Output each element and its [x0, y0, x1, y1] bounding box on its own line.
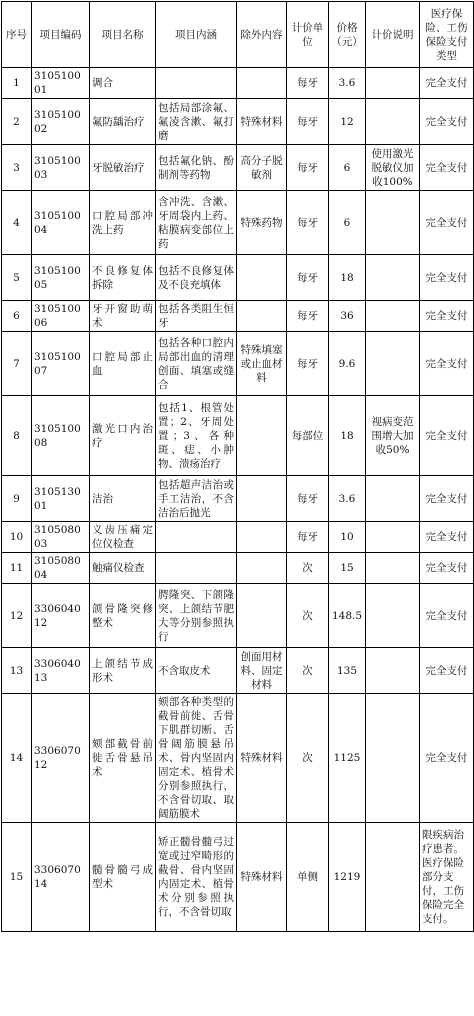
cell-name: 触痛仪检查 — [90, 553, 156, 584]
cell-unit: 每牙 — [287, 332, 329, 396]
cell-code: 310510003 — [32, 145, 90, 191]
cell-seq: 12 — [2, 584, 32, 648]
cell-price: 36 — [329, 301, 366, 332]
table-row — [2, 191, 474, 255]
cell-content: 包括1、根管处置；2、牙周处置；3、各种斑、痣、小肿物、溃疡治疗 — [156, 396, 237, 476]
cell-code: 330607014 — [32, 823, 90, 932]
cell-insurance: 完全支付 — [420, 191, 474, 255]
cell-code: 310510004 — [32, 191, 90, 255]
cell-content — [156, 522, 237, 553]
cell-note — [366, 99, 420, 145]
header-code: 项目编码 — [32, 2, 90, 68]
cell-excluded: 创面用材料、固定材料 — [237, 648, 287, 694]
cell-excluded — [237, 255, 287, 301]
cell-name: 牙开窗助萌术 — [90, 301, 156, 332]
cell-price: 3.6 — [329, 68, 366, 99]
cell-name: 不良修复体拆除 — [90, 255, 156, 301]
cell-insurance: 限疾病治疗患者。医疗保险部分支付，工伤保险完全支付。 — [420, 823, 474, 932]
cell-seq: 5 — [2, 255, 32, 301]
cell-content: 包括局部涂氟、氟凌含漱、氟打磨 — [156, 99, 237, 145]
cell-content: 包括各类阻生恒牙 — [156, 301, 237, 332]
cell-note — [366, 476, 420, 522]
price-table — [1, 1, 474, 932]
cell-code: 330607012 — [32, 694, 90, 823]
cell-name: 颏部截骨前徙舌骨悬吊术 — [90, 694, 156, 823]
cell-content: 腭隆突、下颌隆突、上颌结节肥大等分别参照执行 — [156, 584, 237, 648]
header-content: 项目内涵 — [156, 2, 237, 68]
cell-name: 牙脱敏治疗 — [90, 145, 156, 191]
cell-price: 6 — [329, 145, 366, 191]
cell-name: 口腔局部冲洗上药 — [90, 191, 156, 255]
cell-seq: 13 — [2, 648, 32, 694]
table-row — [2, 694, 474, 823]
cell-unit: 每牙 — [287, 522, 329, 553]
table-row — [2, 332, 474, 396]
cell-seq: 8 — [2, 396, 32, 476]
cell-note — [366, 648, 420, 694]
cell-unit: 每部位 — [287, 396, 329, 476]
cell-content — [156, 68, 237, 99]
cell-insurance: 完全支付 — [420, 522, 474, 553]
cell-insurance: 完全支付 — [420, 301, 474, 332]
table-row — [2, 522, 474, 553]
cell-name: 激光口内治疗 — [90, 396, 156, 476]
cell-unit: 每牙 — [287, 301, 329, 332]
cell-excluded — [237, 522, 287, 553]
cell-note — [366, 694, 420, 823]
cell-code: 310508003 — [32, 522, 90, 553]
cell-unit: 次 — [287, 648, 329, 694]
cell-note — [366, 332, 420, 396]
cell-excluded: 特殊材料 — [237, 99, 287, 145]
cell-excluded — [237, 553, 287, 584]
cell-insurance: 完全支付 — [420, 648, 474, 694]
header-note: 计价说明 — [366, 2, 420, 68]
cell-unit: 次 — [287, 584, 329, 648]
table-row — [2, 823, 474, 932]
cell-excluded — [237, 396, 287, 476]
header-excluded: 除外内容 — [237, 2, 287, 68]
cell-price: 18 — [329, 396, 366, 476]
cell-insurance: 完全支付 — [420, 255, 474, 301]
header-row — [2, 2, 474, 68]
cell-content: 包括各种口腔内局部出血的清理创面、填塞或缝合 — [156, 332, 237, 396]
cell-unit: 每牙 — [287, 476, 329, 522]
cell-seq: 4 — [2, 191, 32, 255]
cell-seq: 14 — [2, 694, 32, 823]
cell-unit: 次 — [287, 694, 329, 823]
cell-insurance: 完全支付 — [420, 396, 474, 476]
cell-code: 330604013 — [32, 648, 90, 694]
table-row — [2, 255, 474, 301]
cell-unit: 每牙 — [287, 68, 329, 99]
cell-unit: 次 — [287, 553, 329, 584]
cell-insurance: 完全支付 — [420, 694, 474, 823]
cell-seq: 7 — [2, 332, 32, 396]
cell-unit: 每牙 — [287, 99, 329, 145]
table-body — [2, 68, 474, 932]
cell-note: 视病变范围增大加收50% — [366, 396, 420, 476]
cell-excluded — [237, 584, 287, 648]
cell-code: 310510006 — [32, 301, 90, 332]
header-unit: 计价单位 — [287, 2, 329, 68]
cell-content — [156, 553, 237, 584]
cell-code: 330604012 — [32, 584, 90, 648]
cell-content: 包括超声洁治或手工洁治，不含洁治后抛光 — [156, 476, 237, 522]
cell-excluded: 特殊药物 — [237, 191, 287, 255]
table-row — [2, 145, 474, 191]
cell-excluded: 特殊材料 — [237, 823, 287, 932]
cell-code: 310510001 — [32, 68, 90, 99]
cell-code: 310508004 — [32, 553, 90, 584]
cell-insurance: 完全支付 — [420, 553, 474, 584]
cell-seq: 11 — [2, 553, 32, 584]
cell-seq: 2 — [2, 99, 32, 145]
cell-note — [366, 823, 420, 932]
cell-price: 3.6 — [329, 476, 366, 522]
cell-name: 洁治 — [90, 476, 156, 522]
cell-name: 髓骨髓弓成型术 — [90, 823, 156, 932]
cell-insurance: 完全支付 — [420, 99, 474, 145]
cell-price: 135 — [329, 648, 366, 694]
table-row — [2, 553, 474, 584]
cell-code: 310510005 — [32, 255, 90, 301]
cell-price: 15 — [329, 553, 366, 584]
cell-excluded: 高分子脱敏剂 — [237, 145, 287, 191]
header-name: 项目名称 — [90, 2, 156, 68]
cell-excluded — [237, 301, 287, 332]
cell-note — [366, 301, 420, 332]
cell-unit: 单侧 — [287, 823, 329, 932]
cell-seq: 1 — [2, 68, 32, 99]
cell-price: 12 — [329, 99, 366, 145]
cell-excluded — [237, 68, 287, 99]
cell-price: 1125 — [329, 694, 366, 823]
cell-seq: 10 — [2, 522, 32, 553]
cell-unit: 每牙 — [287, 191, 329, 255]
cell-price: 1219 — [329, 823, 366, 932]
cell-content: 包括不良修复体及不良充填体 — [156, 255, 237, 301]
cell-code: 310510008 — [32, 396, 90, 476]
cell-name: 调合 — [90, 68, 156, 99]
cell-code: 310510007 — [32, 332, 90, 396]
cell-note — [366, 68, 420, 99]
table-row — [2, 99, 474, 145]
table-row — [2, 301, 474, 332]
cell-seq: 6 — [2, 301, 32, 332]
cell-insurance: 完全支付 — [420, 332, 474, 396]
cell-content: 矫正髓骨髓弓过宽或过窄畸形的截骨、骨内坚固内固定术、植骨术分别参照执行，不含骨切取 — [156, 823, 237, 932]
cell-price: 148.5 — [329, 584, 366, 648]
cell-unit: 每牙 — [287, 255, 329, 301]
cell-name: 上颌结节成形术 — [90, 648, 156, 694]
header-insurance: 医疗保险、工伤保险支付类型 — [420, 2, 474, 68]
cell-code: 310513001 — [32, 476, 90, 522]
cell-price: 18 — [329, 255, 366, 301]
cell-note — [366, 584, 420, 648]
cell-note: 使用激光脱敏仪加收100% — [366, 145, 420, 191]
cell-note — [366, 255, 420, 301]
table-row — [2, 476, 474, 522]
cell-name: 义齿压痛定位仪检查 — [90, 522, 156, 553]
cell-excluded — [237, 476, 287, 522]
cell-content: 颏部各种类型的截骨前徙、舌骨下肌群切断、舌骨阔筋膜悬吊术、骨内坚固内固定术、植骨术分别参照执行，不含骨切取、取阔筋膜术 — [156, 694, 237, 823]
cell-insurance: 完全支付 — [420, 68, 474, 99]
cell-insurance: 完全支付 — [420, 584, 474, 648]
cell-note — [366, 522, 420, 553]
table-row — [2, 584, 474, 648]
cell-seq: 3 — [2, 145, 32, 191]
cell-excluded: 特殊材料 — [237, 694, 287, 823]
cell-unit: 每牙 — [287, 145, 329, 191]
table-row — [2, 68, 474, 99]
cell-content: 包括氟化钠、酚制剂等药物 — [156, 145, 237, 191]
cell-name: 口腔局部止血 — [90, 332, 156, 396]
cell-content: 含冲洗、含漱、牙周袋内上药、粘膜病变部位上药 — [156, 191, 237, 255]
cell-content: 不含取皮术 — [156, 648, 237, 694]
header-price: 价格（元） — [329, 2, 366, 68]
cell-price: 6 — [329, 191, 366, 255]
table-row — [2, 396, 474, 476]
cell-insurance: 完全支付 — [420, 476, 474, 522]
cell-note — [366, 553, 420, 584]
cell-seq: 9 — [2, 476, 32, 522]
cell-code: 310510002 — [32, 99, 90, 145]
cell-excluded: 特殊填塞或止血材料 — [237, 332, 287, 396]
cell-price: 9.6 — [329, 332, 366, 396]
cell-name: 氟防龋治疗 — [90, 99, 156, 145]
cell-insurance: 完全支付 — [420, 145, 474, 191]
cell-name: 颌骨隆突修整术 — [90, 584, 156, 648]
cell-price: 10 — [329, 522, 366, 553]
table-row — [2, 648, 474, 694]
cell-note — [366, 191, 420, 255]
cell-seq: 15 — [2, 823, 32, 932]
header-seq: 序号 — [2, 2, 32, 68]
